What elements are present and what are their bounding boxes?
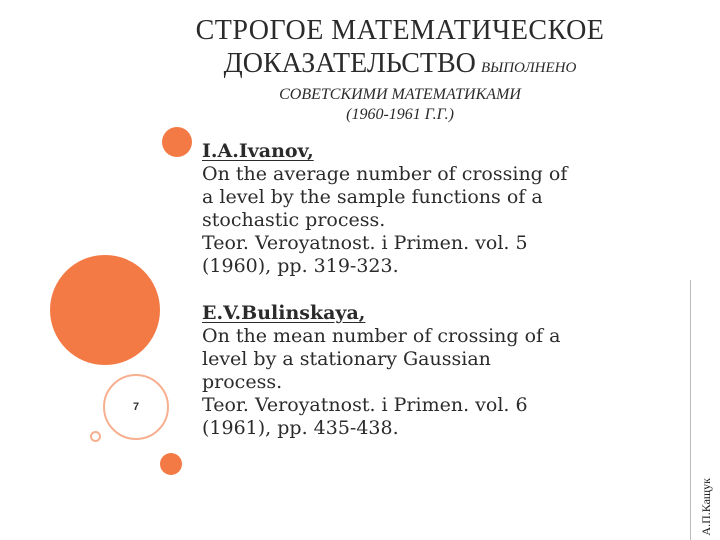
page-number: 7 xyxy=(132,401,140,413)
reference-line: On the mean number of crossing of a xyxy=(202,325,561,347)
reference-item xyxy=(202,140,682,278)
reference-line: process. xyxy=(202,371,283,393)
reference-line: (1960), pp. 319-323. xyxy=(202,255,399,277)
side-footer xyxy=(690,280,720,540)
slide-title xyxy=(150,14,650,125)
reference-line: level by a stationary Gaussian xyxy=(202,348,491,370)
reference-author: I.A.Ivanov, xyxy=(202,140,314,162)
decor-circle-small-top xyxy=(162,127,192,157)
reference-line: Teor. Veroyatnost. i Primen. vol. 5 xyxy=(202,232,528,254)
title-line-1: СТРОГОЕ МАТЕМАТИЧЕСКОЕ xyxy=(195,15,605,46)
reference-list xyxy=(202,140,682,464)
reference-line: Teor. Veroyatnost. i Primen. vol. 6 xyxy=(202,394,528,416)
reference-item xyxy=(202,302,682,440)
decor-circle-large xyxy=(50,255,160,365)
reference-line: On the average number of crossing of xyxy=(202,163,568,185)
decor-circle-small-bottom xyxy=(160,453,182,475)
side-author-label: А.П.Кащук xyxy=(699,478,713,536)
side-divider xyxy=(690,280,691,540)
reference-line: a level by the sample functions of a xyxy=(202,186,543,208)
reference-line: (1961), pp. 435-438. xyxy=(202,417,399,439)
reference-line: stochastic process. xyxy=(202,209,386,231)
title-line-4: (1960-1961 Г.Г.) xyxy=(346,106,454,123)
decor-circle-dot xyxy=(90,431,101,442)
title-line-3: СОВЕТСКИМИ МАТЕМАТИКАМИ xyxy=(279,86,521,103)
title-line-2-main: ДОКАЗАТЕЛЬСТВО xyxy=(223,48,476,79)
title-line-2 xyxy=(150,47,650,85)
reference-author: E.V.Bulinskaya, xyxy=(202,302,366,324)
title-line-2-small: ВЫПОЛНЕНО xyxy=(480,60,577,76)
page-number-ring xyxy=(103,374,169,440)
